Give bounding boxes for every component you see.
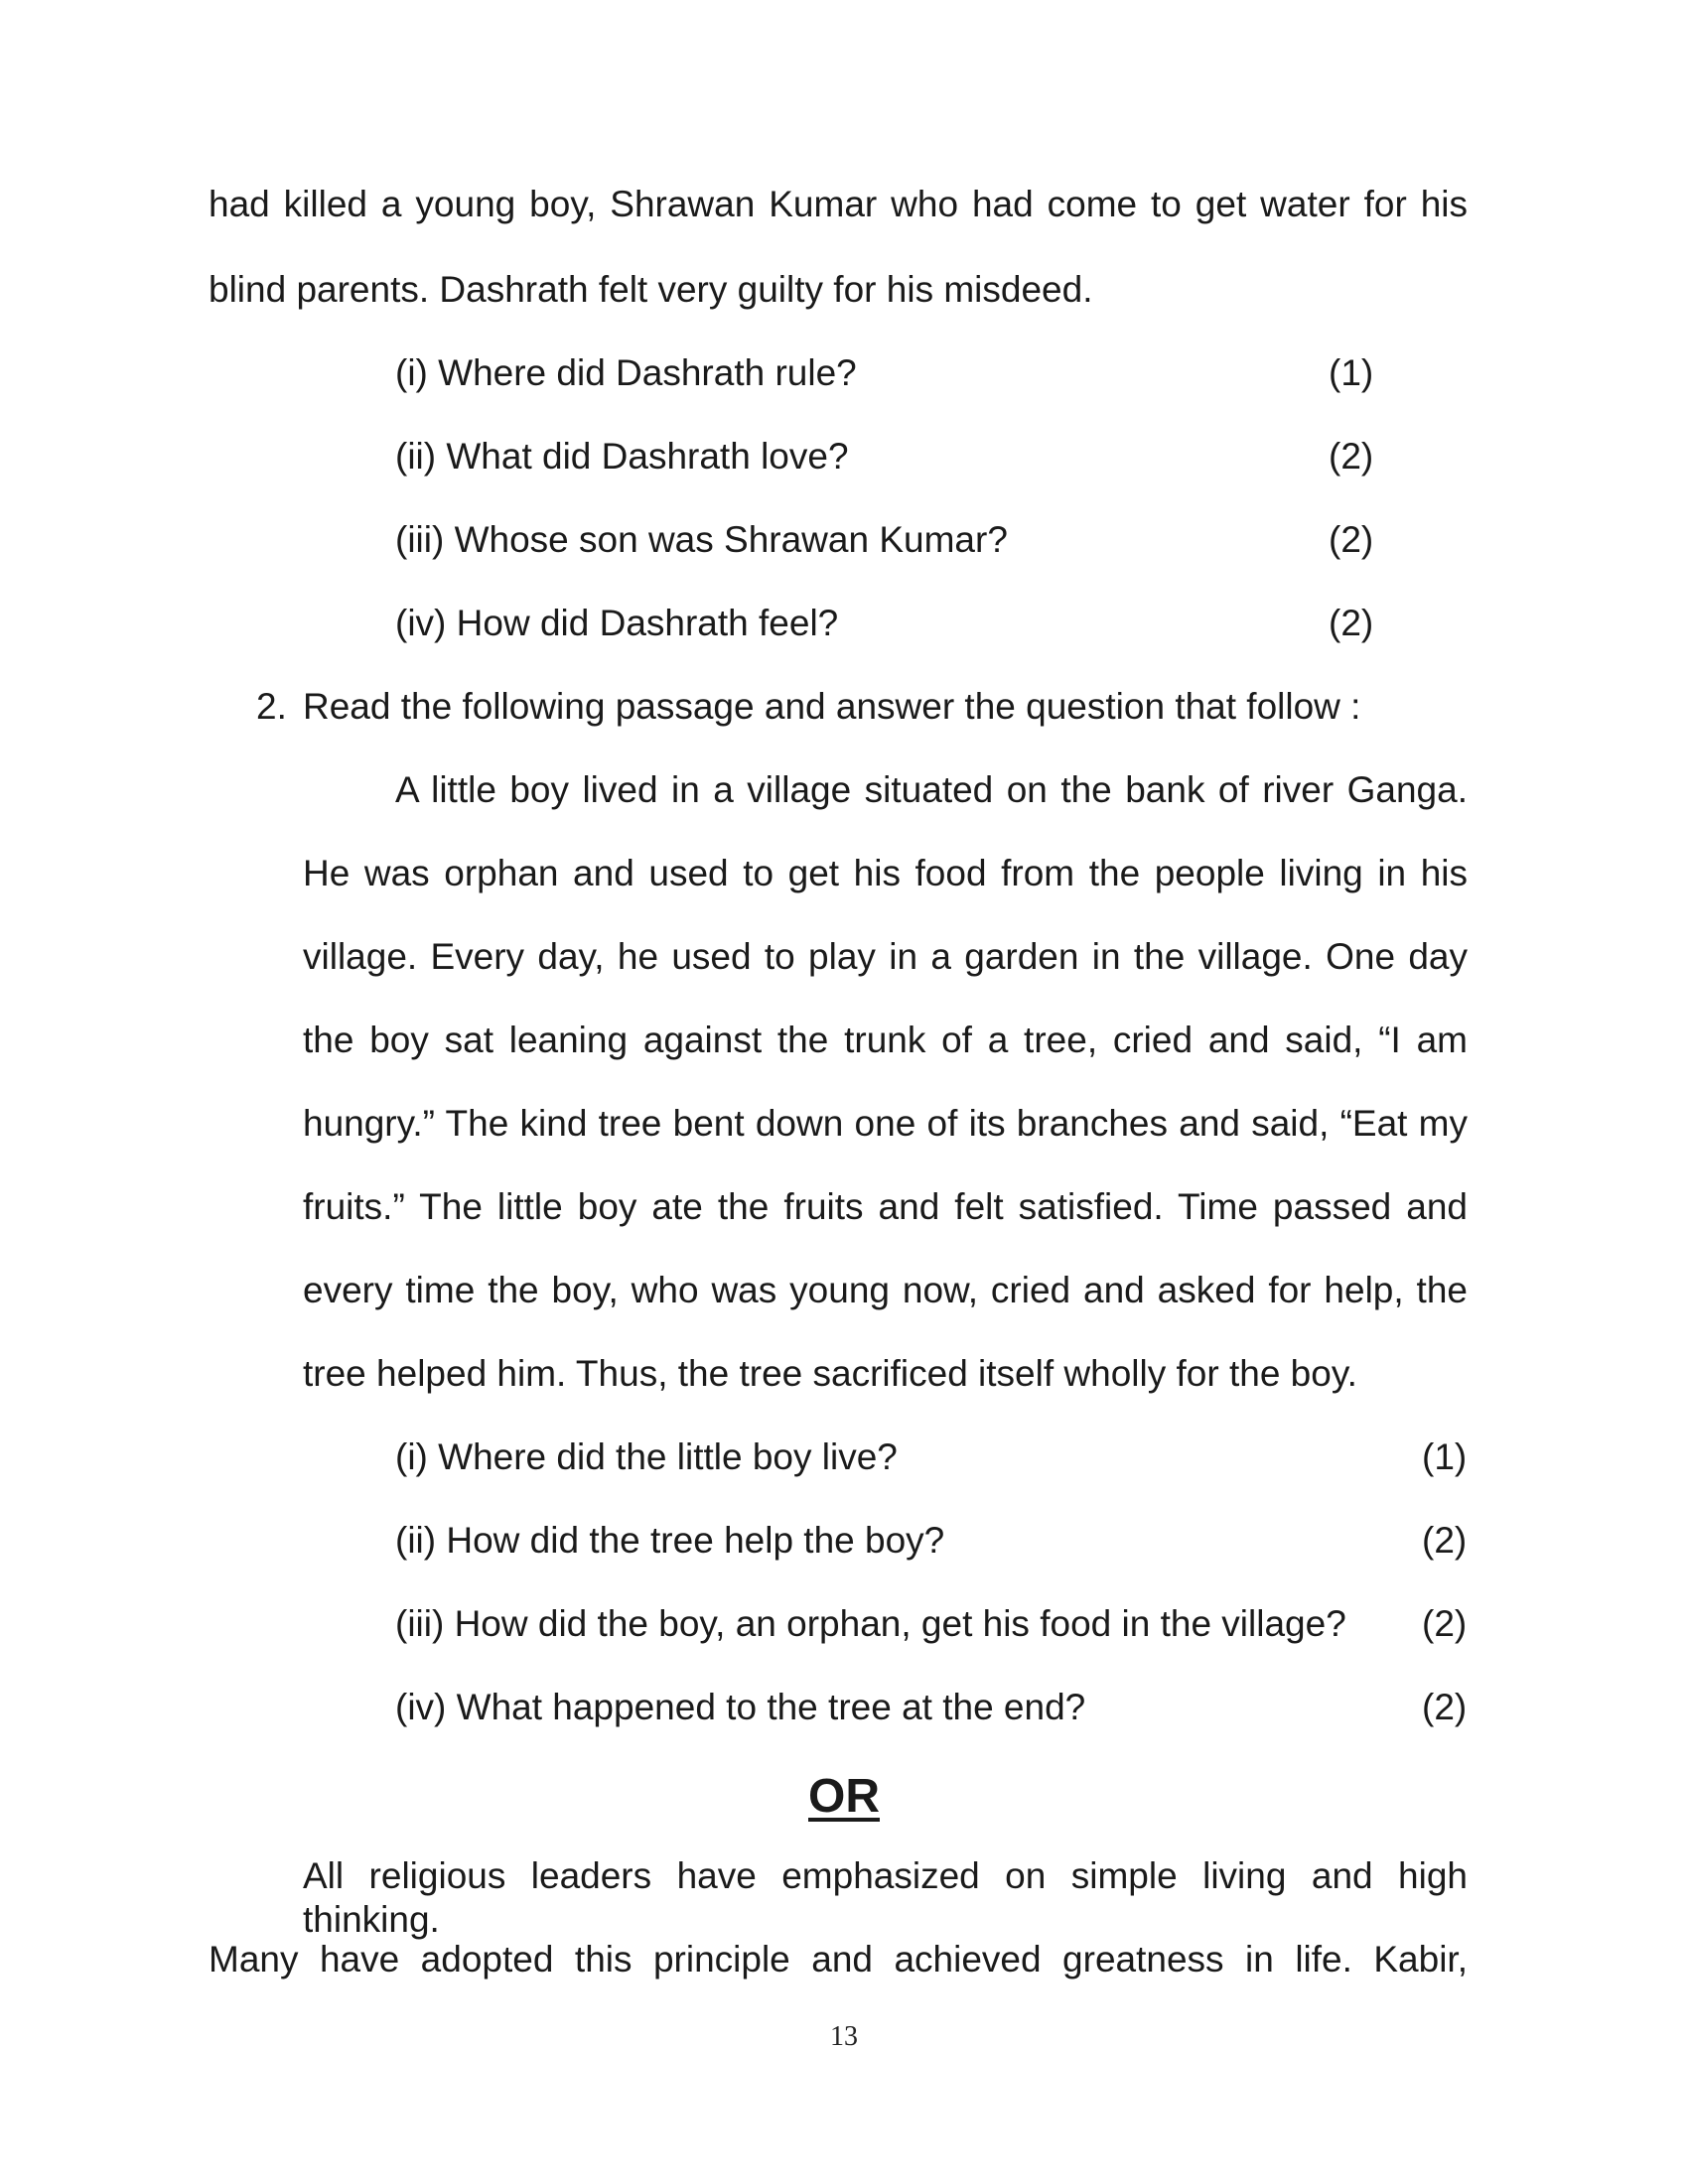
marks-2-iv: (2) bbox=[1422, 1687, 1468, 1727]
question-2-iii: (iii) How did the boy, an orphan, get his food in the village? bbox=[395, 1603, 1346, 1644]
passage-line-2: He was orphan and used to get his food from the people living in his bbox=[303, 853, 1468, 893]
question-2-i: (i) Where did the little boy live? bbox=[395, 1436, 898, 1477]
passage-line-5: hungry.” The kind tree bent down one of its branches and said, “Eat my bbox=[303, 1103, 1468, 1144]
marks-2-i: (1) bbox=[1422, 1436, 1468, 1477]
page-number: 13 bbox=[830, 2021, 858, 2052]
section-2-instruction: Read the following passage and answer the question that follow : bbox=[303, 686, 1361, 727]
alt-passage-line-2: Many have adopted this principle and achieved greatness in life. Kabir, bbox=[209, 1939, 1468, 1979]
marks-1-iv: (2) bbox=[1329, 603, 1374, 643]
question-2-ii: (ii) How did the tree help the boy? bbox=[395, 1520, 945, 1561]
passage-line-7: every time the boy, who was young now, cried and asked for help, the bbox=[303, 1270, 1468, 1310]
question-1-ii: (ii) What did Dashrath love? bbox=[395, 436, 849, 477]
question-1-iii: (iii) Whose son was Shrawan Kumar? bbox=[395, 519, 1008, 560]
passage-continuation-line-2: blind parents. Dashrath felt very guilty for his misdeed. bbox=[209, 269, 1093, 310]
section-2-number: 2. bbox=[256, 686, 287, 727]
passage-line-3: village. Every day, he used to play in a garden in the village. One day bbox=[303, 936, 1468, 977]
passage-continuation-line-1: had killed a young boy, Shrawan Kumar who had come to get water for his bbox=[209, 184, 1468, 224]
or-heading: OR bbox=[808, 1770, 880, 1823]
passage-line-6: fruits.” The little boy ate the fruits and felt satisfied. Time passed and bbox=[303, 1186, 1468, 1227]
marks-1-i: (1) bbox=[1329, 352, 1374, 393]
alt-passage-line-1: All religious leaders have emphasized on simple living and high thinking. bbox=[303, 1855, 1468, 1940]
marks-2-ii: (2) bbox=[1422, 1520, 1468, 1561]
passage-line-1: A little boy lived in a village situated on the bank of river Ganga. bbox=[395, 769, 1468, 810]
question-1-iv: (iv) How did Dashrath feel? bbox=[395, 603, 839, 643]
passage-line-8: tree helped him. Thus, the tree sacrificed itself wholly for the boy. bbox=[303, 1353, 1357, 1394]
passage-line-4: the boy sat leaning against the trunk of a tree, cried and said, “I am bbox=[303, 1020, 1468, 1060]
marks-1-ii: (2) bbox=[1329, 436, 1374, 477]
question-2-iv: (iv) What happened to the tree at the end? bbox=[395, 1687, 1086, 1727]
marks-1-iii: (2) bbox=[1329, 519, 1374, 560]
question-1-i: (i) Where did Dashrath rule? bbox=[395, 352, 857, 393]
marks-2-iii: (2) bbox=[1422, 1603, 1468, 1644]
